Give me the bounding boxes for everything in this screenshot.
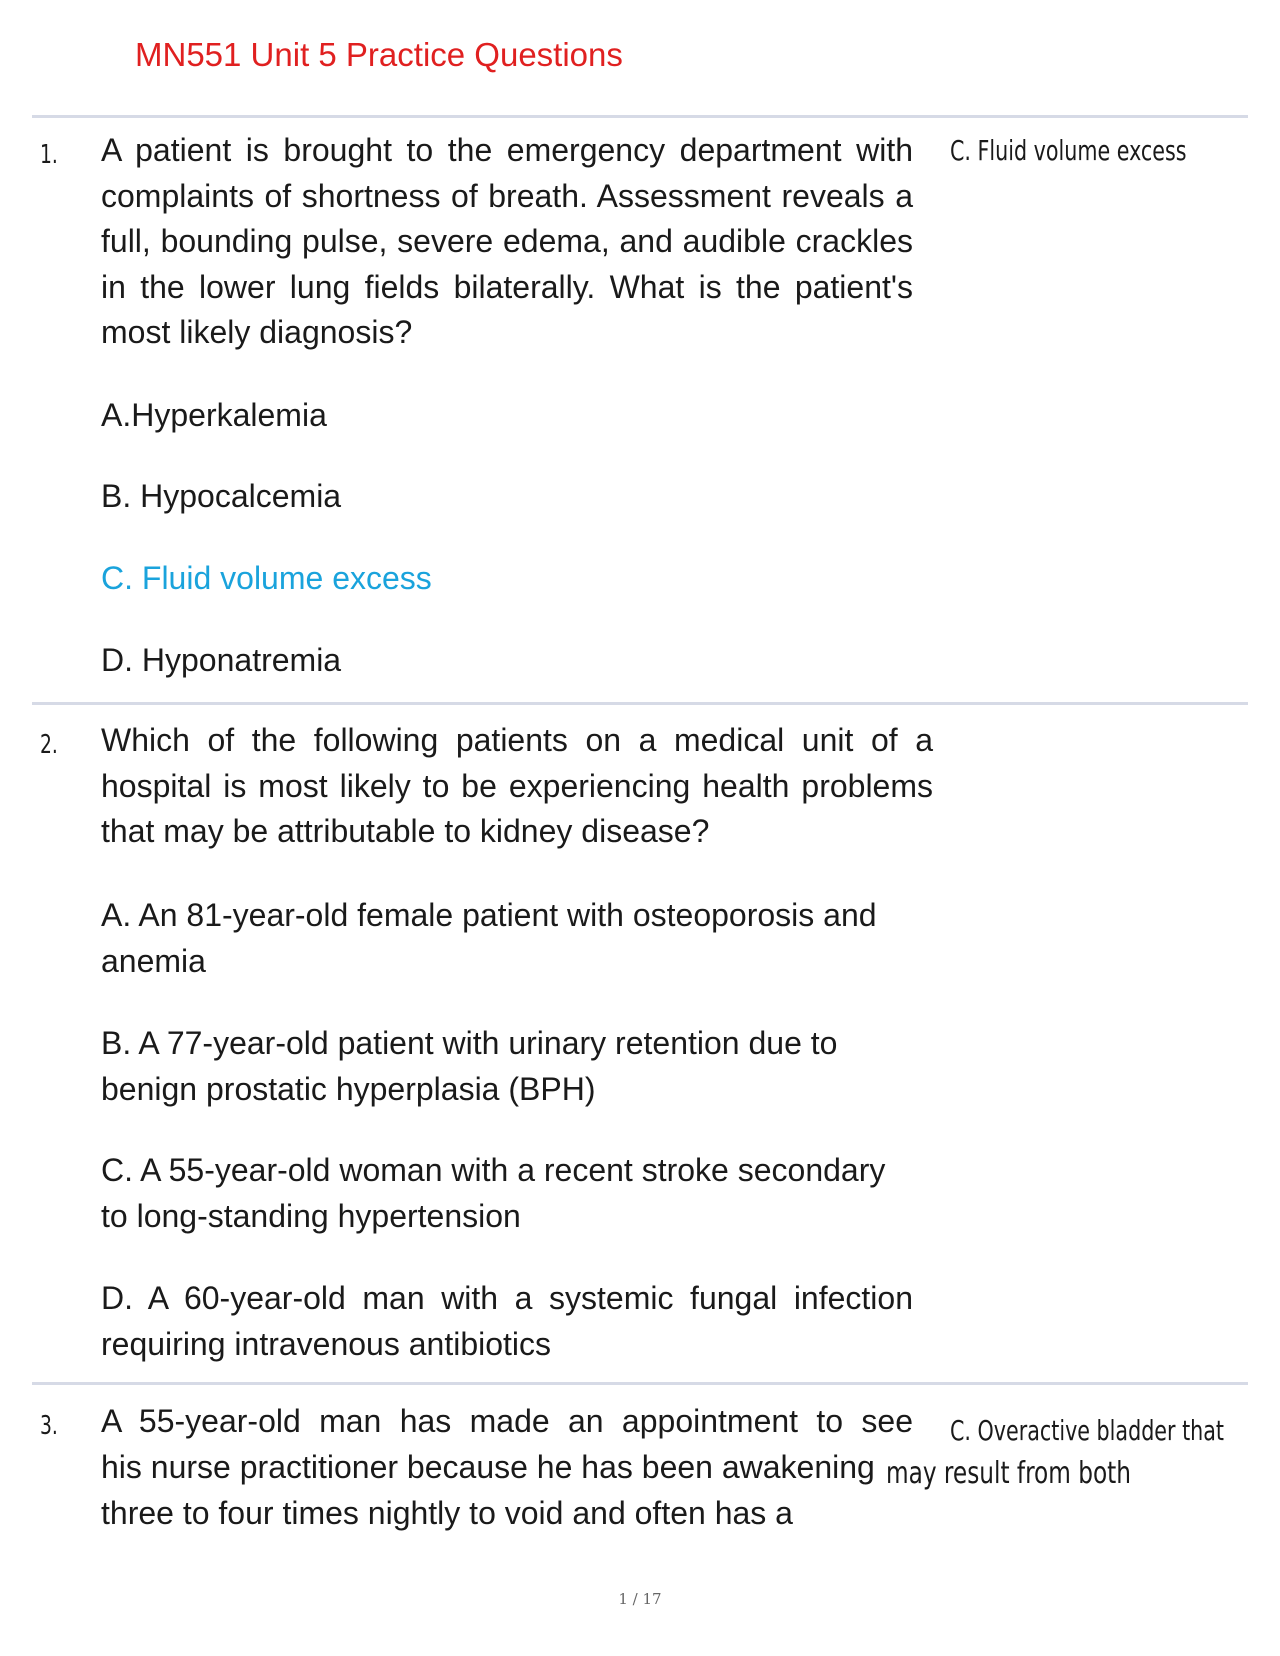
question-3-stem-line-1: A 55-year-old man has made an appointment to see [101,1403,913,1439]
divider [32,702,1248,705]
question-1-answer-note: C. Fluid volume excess [950,134,1187,167]
question-3-number: 3. [40,1411,58,1441]
question-2-option-c: C. A 55-year-old woman with a recent stroke secondary to long-standing hypertension [101,1152,886,1234]
document-title: MN551 Unit 5 Practice Questions [135,36,623,73]
divider [32,1382,1248,1385]
question-2-stem: Which of the following patients on a medical unit of a hospital is most likely to be experiencing health problems that may be attributable to kidney disease? [101,722,933,849]
question-1-option-a: A.Hyperkalemia [101,397,327,433]
page-number: 1 / 17 [618,1590,662,1608]
question-1-number: 1. [40,140,58,170]
question-2-option-d: D. A 60-year-old man with a systemic fungal infection requiring intravenous antibiotics [101,1280,913,1362]
question-2-option-a: A. An 81-year-old female patient with osteoporosis and anemia [101,897,877,979]
question-3-answer-note-line-2: may result from both [886,1456,1131,1491]
divider [32,115,1248,118]
question-1-option-b: B. Hypocalcemia [101,478,342,514]
question-2-number: 2. [40,730,58,760]
question-3-answer-note-line-1: C. Overactive bladder that [950,1414,1225,1447]
question-1-option-c-correct: C. Fluid volume excess [101,560,432,596]
question-1-option-d: D. Hyponatremia [101,642,342,678]
question-2-option-b: B. A 77-year-old patient with urinary retention due to benign prostatic hyperplasia (BPH) [101,1025,838,1107]
question-1-stem: A patient is brought to the emergency department with complaints of shortness of breath. Assessment reveals a full, bounding pulse, severe edema, and audible crackles in the lower lung fields bilaterally. What is the patient's most likely diagnosis? [101,132,913,350]
question-3-stem-line-3: three to four times nightly to void and often has a [101,1495,793,1531]
question-3-stem-line-2: his nurse practitioner because he has been awakening [101,1449,875,1485]
